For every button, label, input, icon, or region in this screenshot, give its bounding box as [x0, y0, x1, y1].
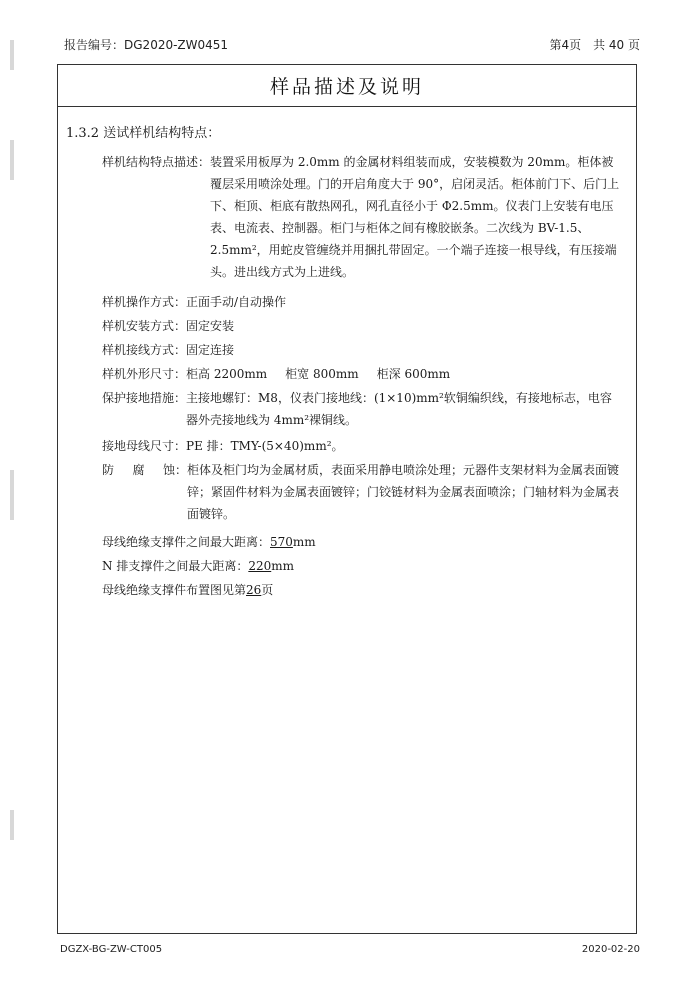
- corrosion-text: 柜体及柜门均为金属材质，表面采用静电喷涂处理；元器件支架材料为金属表面镀锌；紧固件材料为金属表面镀锌；门铰链材料为金属表面喷涂；门轴材料为金属表面镀锌。: [187, 463, 620, 521]
- busbar-distance-row: [102, 531, 622, 553]
- cabinet-width: 柜宽 800mm: [285, 367, 359, 381]
- ground-bus-label: 接地母线尺寸：: [102, 439, 187, 453]
- layout-ref-suffix: 页: [261, 583, 274, 597]
- corrosion-label: 防 腐 蚀 ：: [102, 463, 188, 477]
- operation-label: 样机操作方式：: [102, 295, 187, 309]
- grounding-row: [102, 387, 622, 431]
- scan-edge-mark: [10, 140, 14, 180]
- installation-label: 样机安装方式：: [102, 319, 187, 333]
- ground-bus-value: PE 排：TMY-(5×40)mm²。: [186, 439, 344, 453]
- scan-edge-mark: [10, 810, 14, 840]
- grounding-text: 主接地螺钉：M8，仪表门接地线：(1×10)mm²软铜编织线，有接地标志，电容器外壳接地线为 4mm²裸铜线。: [186, 391, 612, 427]
- n-bar-distance-prefix: N 排支撑件之间最大距离：: [102, 559, 249, 573]
- report-number-label: 报告编号：: [64, 38, 125, 52]
- layout-ref-row: [102, 579, 622, 601]
- cabinet-height: 柜高 2200mm: [186, 367, 268, 381]
- grounding-label: 保护接地措施：: [102, 391, 187, 405]
- structure-row: [102, 151, 622, 283]
- busbar-distance-prefix: 母线绝缘支撑件之间最大距离：: [102, 535, 271, 549]
- document-code: DGZX-BG-ZW-CT005: [60, 944, 163, 955]
- n-bar-distance-unit: mm: [271, 559, 294, 573]
- dimensions-row: [102, 363, 622, 385]
- scan-edge-mark: [10, 40, 14, 70]
- dimensions-label: 样机外形尺寸：: [102, 367, 187, 381]
- wiring-row: [102, 339, 622, 361]
- cabinet-depth: 柜深 600mm: [376, 367, 451, 381]
- report-number: [64, 36, 228, 53]
- corrosion-row: [102, 459, 622, 525]
- page-info: 第4页 共 40 页: [549, 38, 640, 52]
- ground-bus-row: [102, 435, 622, 457]
- document-date: 2020-02-20: [581, 944, 640, 955]
- installation-value: 固定安装: [186, 319, 235, 333]
- operation-value: 正面手动/自动操作: [186, 295, 287, 309]
- layout-ref-prefix: 母线绝缘支撑件布置图见第: [102, 583, 247, 597]
- layout-ref-page: 26: [246, 583, 262, 597]
- n-bar-distance-value: 220: [248, 559, 272, 573]
- wiring-value: 固定连接: [186, 343, 235, 357]
- document-frame: [57, 64, 637, 934]
- busbar-distance-value: 570: [270, 535, 293, 549]
- busbar-distance-unit: mm: [292, 535, 316, 549]
- wiring-label: 样机接线方式：: [102, 343, 187, 357]
- section-heading: 1.3.2 送试样机结构特点：: [66, 126, 221, 141]
- dimensions-values: [186, 363, 622, 385]
- installation-row: [102, 315, 622, 337]
- scan-edge-mark: [10, 470, 14, 520]
- report-number-value: DG2020-ZW0451: [124, 38, 229, 52]
- document-content: [58, 107, 636, 933]
- structure-label: 样机结构特点描述：: [102, 155, 211, 169]
- n-bar-distance-row: [102, 555, 622, 577]
- structure-text: 装置采用板厚为 2.0mm 的金属材料组装而成，安装模数为 20mm。柜体被覆层采用喷涂处理。门的开启角度大于 90°，启闭灵活。柜体前门下、后门上下、柜顶、柜底有散热网孔，网孔直径小于 Φ2.5mm。仪表门上安装有电压表、电流表、控制器。柜门与柜体之间有橡胶嵌条。二次线为 BV-1.5、2.5mm²，用蛇皮管缠绕并用捆扎带固定。一个端子连接一根导线，有压接端头。进出线方式为上进线。: [210, 155, 620, 279]
- operation-row: [102, 291, 622, 313]
- page-title: 样品描述及说明: [58, 65, 636, 107]
